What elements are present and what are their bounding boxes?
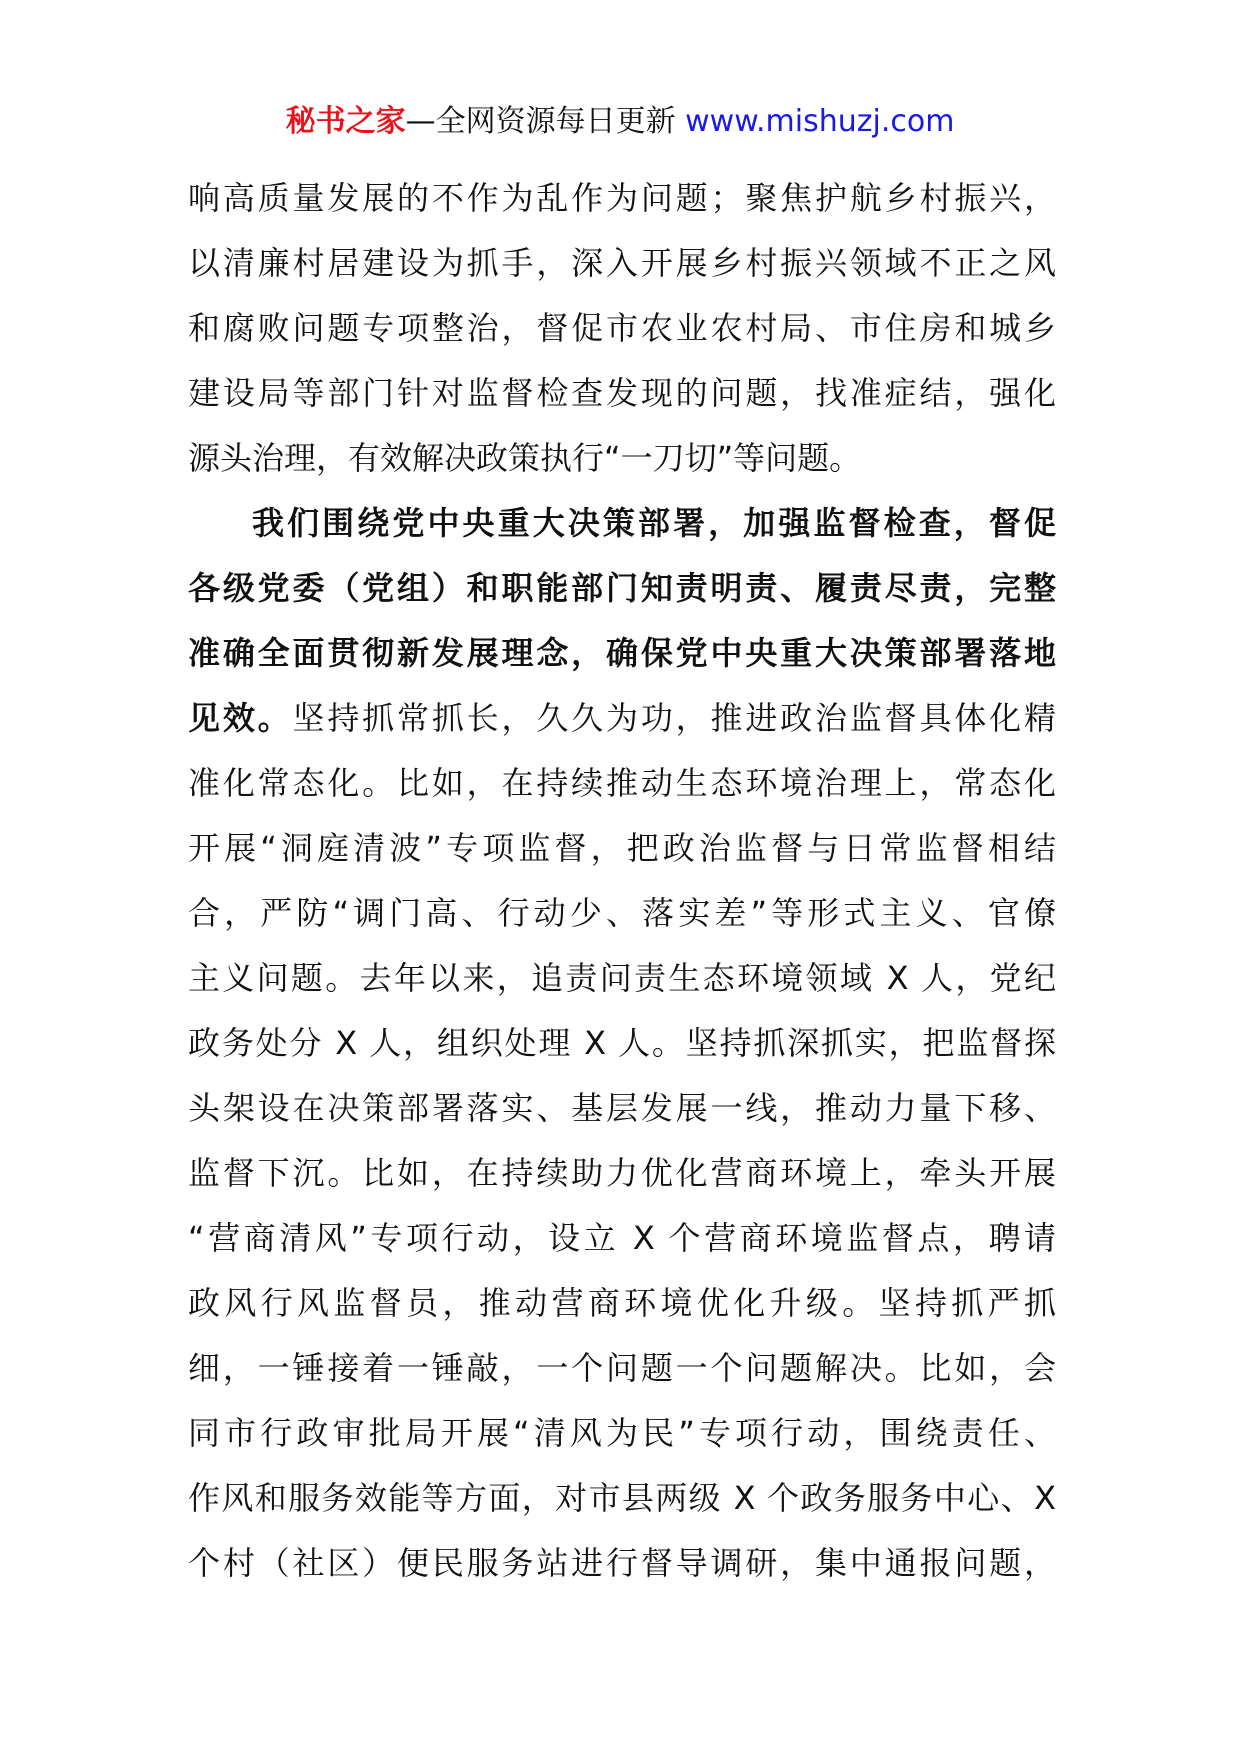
paragraph-line: 政务处分 X 人，组织处理 X 人。坚持抓深抓实，把监督探 xyxy=(188,1024,1056,1062)
paragraph-line: 同市行政审批局开展“清风为民”专项行动，围绕责任、 xyxy=(188,1414,1056,1452)
paragraph-line: 主义问题。去年以来，追责问责生态环境领域 X 人，党纪 xyxy=(188,959,1056,997)
paragraph-line: 合，严防“调门高、行动少、落实差”等形式主义、官僚 xyxy=(188,894,1056,932)
paragraph-line: 作风和服务效能等方面，对市县两级 X 个政务服务中心、X xyxy=(188,1479,1056,1517)
brand-name: 秘书之家 xyxy=(285,104,406,139)
paragraph-line: 源头治理，有效解决政策执行“一刀切”等问题。 xyxy=(188,439,862,477)
regular-text: 坚持抓常抓长，久久为功，推进政治监督具体化精 xyxy=(292,699,1056,737)
paragraph-line: 准化常态化。比如，在持续推动生态环境治理上，常态化 xyxy=(188,764,1056,802)
bold-paragraph-line: 我们围绕党中央重大决策部署，加强监督检查，督促 xyxy=(252,504,1056,542)
paragraph-line: 开展“洞庭清波”专项监督，把政治监督与日常监督相结 xyxy=(188,829,1056,867)
site-url-link[interactable]: www.mishuzj.com xyxy=(685,104,955,139)
header-tagline: —全网资源每日更新 xyxy=(405,104,686,139)
paragraph-line: 政风行风监督员，推动营商环境优化升级。坚持抓严抓 xyxy=(188,1284,1056,1322)
bold-paragraph-line: 各级党委（党组）和职能部门知责明责、履责尽责，完整 xyxy=(188,569,1056,607)
paragraph-line: 建设局等部门针对监督检查发现的问题，找准症结，强化 xyxy=(188,374,1056,412)
paragraph-line: 和腐败问题专项整治，督促市农业农村局、市住房和城乡 xyxy=(188,309,1056,347)
paragraph-line: 头架设在决策部署落实、基层发展一线，推动力量下移、 xyxy=(188,1089,1056,1127)
document-body xyxy=(188,166,1056,1596)
page-header xyxy=(0,100,1240,144)
paragraph-line: 响高质量发展的不作为乱作为问题；聚焦护航乡村振兴， xyxy=(188,179,1056,217)
paragraph-line: 以清廉村居建设为抓手，深入开展乡村振兴领域不正之风 xyxy=(188,244,1056,282)
bold-paragraph-line: 准确全面贯彻新发展理念，确保党中央重大决策部署落地 xyxy=(188,634,1056,672)
paragraph-line: “营商清风”专项行动，设立 X 个营商环境监督点，聘请 xyxy=(188,1219,1056,1257)
paragraph-line: 监督下沉。比如，在持续助力优化营商环境上，牵头开展 xyxy=(188,1154,1056,1192)
bold-lead-text: 见效。 xyxy=(188,699,293,737)
paragraph-line: 细，一锤接着一锤敲，一个问题一个问题解决。比如，会 xyxy=(188,1349,1056,1387)
paragraph-line: 个村（社区）便民服务站进行督导调研，集中通报问题， xyxy=(188,1544,1056,1582)
paragraph-line xyxy=(188,686,1056,751)
